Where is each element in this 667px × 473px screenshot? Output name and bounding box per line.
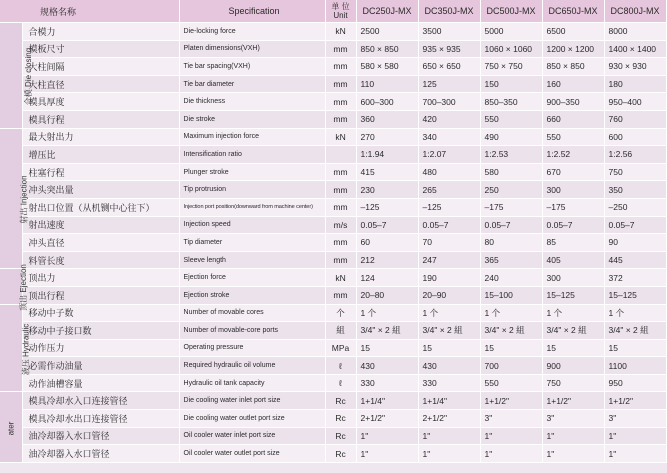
group-label [23,48,34,105]
row-value: 950–400 [604,93,666,111]
row-value: 1+1/4" [418,392,480,410]
row-value: 212 [356,251,418,269]
row-unit: mm [325,58,356,76]
row-value: 20–80 [356,286,418,304]
spec-row [0,286,666,304]
row-value: 1 个 [604,304,666,322]
row-value: 415 [356,163,418,181]
row-spec-en: Maximum injection force [179,128,325,146]
row-unit: mm [325,181,356,199]
row-value: 850–350 [480,93,542,111]
row-value: 85 [542,234,604,252]
row-value: 230 [356,181,418,199]
row-value: –175 [542,198,604,216]
row-spec-en: Die-locking force [179,23,325,41]
row-value: 1400 × 1400 [604,40,666,58]
row-value: 850 × 850 [356,40,418,58]
group-label-cn: 顶出 [18,295,28,312]
row-value: 350 [604,181,666,199]
group-label [18,265,29,312]
row-spec-en: Platen dimensions(VXH) [179,40,325,58]
row-value: 15 [542,339,604,357]
header-unit-en: Unit [333,11,348,20]
row-value: 3" [604,410,666,428]
row-unit: m/s [325,216,356,234]
row-unit: Rc [325,392,356,410]
row-value: 660 [542,110,604,128]
spec-row [0,93,666,111]
row-unit: kN [325,23,356,41]
row-value: 1:1.94 [356,146,418,164]
row-value: –175 [480,198,542,216]
row-name-cn: 模具厚度 [22,93,179,111]
row-value: 1" [480,427,542,445]
row-name-cn: 冲头直径 [22,234,179,252]
group-label-cell [0,128,29,269]
row-value: 15–100 [480,286,542,304]
row-spec-en: Die stroke [179,110,325,128]
row-value: 330 [356,374,418,392]
row-value: 1 个 [418,304,480,322]
row-value: 1 个 [480,304,542,322]
spec-row [0,128,666,146]
row-value: 300 [542,181,604,199]
row-value: 1:2.52 [542,146,604,164]
row-spec-en: Number of movable-core ports [179,322,325,340]
row-name-cn: 大柱间隔 [22,58,179,76]
row-value: 2+1/2" [418,410,480,428]
spec-row [0,40,666,58]
row-unit: mm [325,75,356,93]
row-value: 1" [604,427,666,445]
row-value: 15 [480,339,542,357]
row-unit: ℓ [325,357,356,375]
header-model: DC500J-MX [480,0,542,23]
row-value: 0.05–7 [542,216,604,234]
row-unit: Rc [325,427,356,445]
row-unit: mm [325,163,356,181]
header-name-label: 规格名称 [40,6,77,17]
row-unit: mm [325,110,356,128]
row-value: –250 [604,198,666,216]
row-spec-en: Intensification ratio [179,146,325,164]
spec-row [0,58,666,76]
row-name-cn: 动作油槽容量 [22,374,179,392]
row-name-cn: 顶出力 [22,269,179,287]
row-value: 3/4" × 2 組 [418,322,480,340]
row-name-cn: 模具行程 [22,110,179,128]
row-value: 250 [480,181,542,199]
row-value: 340 [418,128,480,146]
row-spec-en: Tip diameter [179,234,325,252]
group-label-cn: 液压 [21,359,31,376]
row-spec-en: Required hydraulic oil volume [179,357,325,375]
row-value: 550 [480,110,542,128]
row-value: 650 × 650 [418,58,480,76]
row-unit: mm [325,93,356,111]
spec-row [0,146,666,164]
header-name [0,0,179,23]
spec-row [0,163,666,181]
row-value: 1+1/2" [604,392,666,410]
group-label [19,176,30,224]
row-value: 265 [418,181,480,199]
row-value: 3/4" × 2 組 [604,322,666,340]
spec-row [0,75,666,93]
header-model: DC250J-MX [356,0,418,23]
row-unit: ℓ [325,374,356,392]
row-name-cn: 大柱直径 [22,75,179,93]
spec-row [0,198,666,216]
row-value: 1" [418,427,480,445]
row-spec-en: Operating pressure [179,339,325,357]
header-spec [179,0,325,23]
header-unit-cn: 单 位 [331,2,350,11]
row-unit: Rc [325,445,356,463]
spec-row [0,181,666,199]
row-value: 900–350 [542,93,604,111]
row-value: 1" [542,427,604,445]
row-value: 3/4" × 2 組 [356,322,418,340]
row-spec-en: Ejection force [179,269,325,287]
row-value: 1 个 [542,304,604,322]
row-value: 2+1/2" [356,410,418,428]
row-value: 124 [356,269,418,287]
spec-row [0,251,666,269]
row-value: 445 [604,251,666,269]
spec-row [0,392,666,410]
spec-row [0,216,666,234]
group-label-en: Die closing [24,48,34,88]
row-unit: MPa [325,339,356,357]
header-spec-label: Specification [228,6,280,16]
row-unit: 組 [325,322,356,340]
row-value: 3" [480,410,542,428]
row-value: 405 [542,251,604,269]
row-value: 70 [418,234,480,252]
row-value: 0.05–7 [356,216,418,234]
row-name-cn: 冲头突出量 [22,181,179,199]
row-unit: kN [325,269,356,287]
row-value: 15 [356,339,418,357]
group-label-cn: 射出 [19,207,29,224]
row-value: 3500 [418,23,480,41]
row-value: 1:2.56 [604,146,666,164]
row-name-cn: 移动中子接口数 [22,322,179,340]
row-value: 1" [418,445,480,463]
row-value: 270 [356,128,418,146]
row-value: 3/4" × 2 組 [542,322,604,340]
row-value: 0.05–7 [604,216,666,234]
row-spec-en: Oil cooler water outlet port size [179,445,325,463]
row-value: 160 [542,75,604,93]
header-unit [325,0,356,23]
row-value: 750 [542,374,604,392]
row-value: 1200 × 1200 [542,40,604,58]
row-value: 110 [356,75,418,93]
header-row [0,0,666,23]
row-unit: 个 [325,304,356,322]
row-value: 5000 [480,23,542,41]
row-spec-en: Plunger stroke [179,163,325,181]
row-value: 3/4" × 2 組 [480,322,542,340]
row-value: 670 [542,163,604,181]
row-value: 480 [418,163,480,181]
row-unit [325,146,356,164]
group-label [20,324,31,376]
row-value: 8000 [604,23,666,41]
group-label-cell [0,304,31,392]
row-value: 1:2.53 [480,146,542,164]
row-name-cn: 动作压力 [22,339,179,357]
row-name-cn: 增压比 [22,146,179,164]
row-name-cn: 模板尺寸 [22,40,179,58]
group-label-en: ater [6,421,16,436]
row-value: 760 [604,110,666,128]
header-model: DC350J-MX [418,0,480,23]
group-label-en: Injection [19,175,29,206]
row-name-cn: 射出口位置（从机铡中心往下） [22,198,179,216]
row-spec-en: Hydraulic oil tank capacity [179,374,325,392]
row-value: 600–300 [356,93,418,111]
row-value: 6500 [542,23,604,41]
row-unit: Rc [325,410,356,428]
row-value: –125 [356,198,418,216]
row-spec-en: Die cooling water outlet port size [179,410,325,428]
row-value: 900 [542,357,604,375]
row-value: 1+1/2" [542,392,604,410]
row-value: 700 [480,357,542,375]
group-label-cell [0,264,28,312]
row-name-cn: 柱塞行程 [22,163,179,181]
group-label-cell [0,23,34,129]
row-value: 600 [604,128,666,146]
row-name-cn: 模具冷却水入口连接管径 [22,392,179,410]
row-value: 2500 [356,23,418,41]
row-value: 60 [356,234,418,252]
row-value: 420 [418,110,480,128]
row-name-cn: 油冷却器入水口管径 [22,445,179,463]
row-value: 750 × 750 [480,58,542,76]
row-value: 1+1/4" [356,392,418,410]
row-value: 150 [480,75,542,93]
row-unit: mm [325,40,356,58]
spec-row [0,234,666,252]
group-label-en: Ejection [18,264,28,294]
row-name-cn: 最大射出力 [22,128,179,146]
row-value: 580 × 580 [356,58,418,76]
row-value: 1" [480,445,542,463]
row-name-cn: 顶出行程 [22,286,179,304]
row-value: 125 [418,75,480,93]
row-name-cn: 模具冷却水出口连接管径 [22,410,179,428]
row-value: 700–300 [418,93,480,111]
row-value: 1" [542,445,604,463]
spec-row [0,269,666,287]
row-value: 580 [480,163,542,181]
row-spec-en: Sleeve length [179,251,325,269]
row-value: 1" [356,445,418,463]
row-value: 330 [418,374,480,392]
row-value: 15 [418,339,480,357]
row-value: 240 [480,269,542,287]
row-value: 1060 × 1060 [480,40,542,58]
row-unit: mm [325,234,356,252]
row-name-cn: 油冷却器入水口管径 [22,427,179,445]
row-value: 750 [604,163,666,181]
row-name-cn: 必需作动油量 [22,357,179,375]
spec-body [0,23,666,463]
spec-row [0,110,666,128]
row-value: 935 × 935 [418,40,480,58]
row-value: 247 [418,251,480,269]
spec-row [0,374,666,392]
row-value: 0.05–7 [480,216,542,234]
row-value: 180 [604,75,666,93]
spec-row [0,445,666,463]
row-spec-en: Ejection stroke [179,286,325,304]
spec-row [0,23,666,41]
row-value: 15–125 [542,286,604,304]
group-label-en: Hydraulic [21,323,31,358]
row-value: 1 个 [356,304,418,322]
row-value: 490 [480,128,542,146]
group-label-cell [0,392,22,462]
row-value: 1:2.07 [418,146,480,164]
row-name-cn: 合模力 [22,23,179,41]
row-value: 430 [356,357,418,375]
row-value: 3" [542,410,604,428]
row-name-cn: 射出速度 [22,216,179,234]
group-label [6,422,15,436]
row-spec-en: Tie bar diameter [179,75,325,93]
row-value: 300 [542,269,604,287]
spec-row [0,304,666,322]
spec-row [0,339,666,357]
row-name-cn: 移动中子数 [22,304,179,322]
row-unit: mm [325,286,356,304]
spec-row [0,322,666,340]
row-spec-en: Number of movable cores [179,304,325,322]
row-value: 1" [604,445,666,463]
spec-row [0,427,666,445]
row-value: 190 [418,269,480,287]
row-value: 360 [356,110,418,128]
row-value: 0.05–7 [418,216,480,234]
row-value: 550 [542,128,604,146]
group-label-cn: 合模 [24,89,34,106]
row-unit: mm [325,198,356,216]
row-value: –125 [418,198,480,216]
header-model: DC800J-MX [604,0,666,23]
row-value: 930 × 930 [604,58,666,76]
row-value: 80 [480,234,542,252]
row-value: 20–90 [418,286,480,304]
row-spec-en: Injection port position(downward from machine center) [179,198,325,216]
header-model: DC650J-MX [542,0,604,23]
spec-row [0,357,666,375]
spec-row [0,410,666,428]
row-value: 430 [418,357,480,375]
row-spec-en: Die cooling water inlet port size [179,392,325,410]
row-spec-en: Tie bar spacing(VXH) [179,58,325,76]
row-value: 1100 [604,357,666,375]
row-value: 950 [604,374,666,392]
row-value: 15–125 [604,286,666,304]
row-value: 372 [604,269,666,287]
row-value: 850 × 850 [542,58,604,76]
row-value: 90 [604,234,666,252]
row-value: 1+1/2" [480,392,542,410]
row-spec-en: Injection speed [179,216,325,234]
row-unit: kN [325,128,356,146]
row-name-cn: 料管长度 [22,251,179,269]
row-value: 1" [356,427,418,445]
row-value: 15 [604,339,666,357]
row-unit: mm [325,251,356,269]
row-spec-en: Tip protrusion [179,181,325,199]
row-spec-en: Die thickness [179,93,325,111]
row-value: 550 [480,374,542,392]
row-value: 365 [480,251,542,269]
row-spec-en: Oil cooler water inlet port size [179,427,325,445]
